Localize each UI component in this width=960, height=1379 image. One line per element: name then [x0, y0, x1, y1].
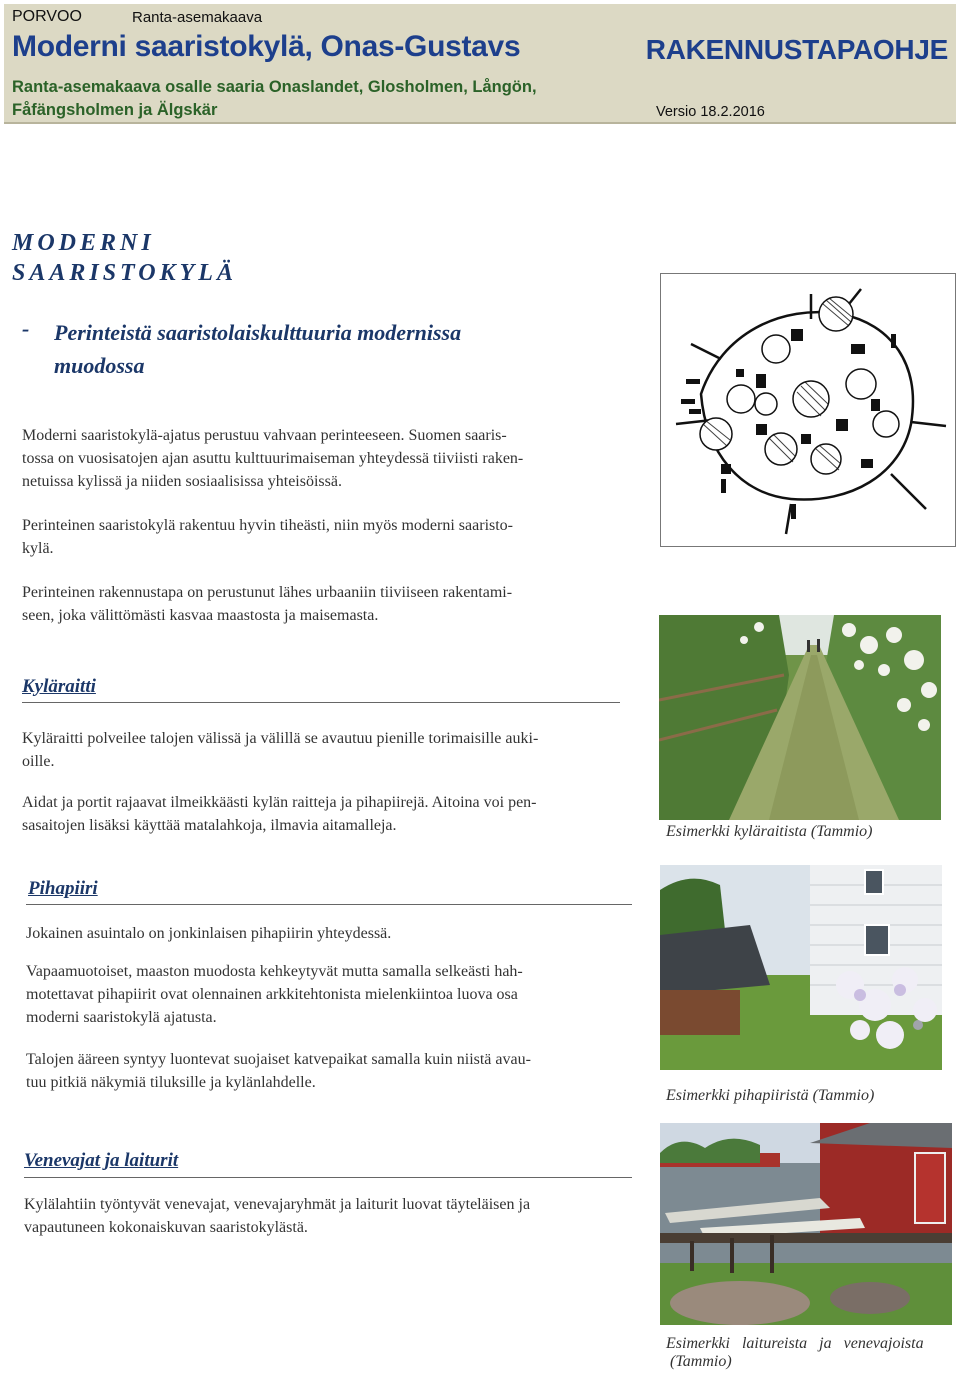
photo-yard: [660, 865, 942, 1070]
main-title-line1: MODERNI: [12, 230, 155, 256]
village-sketch: [660, 273, 956, 547]
pihapiiri-paragraph-2: Vapaamuotoiset, maaston muodosta kehkeytyvät mutta samalla selkeästi hah- motettavat pihapiirit ovat olennainen arkkitehtonista mielenkiintoa luova osa moderni saaristokylä ajatusta.: [26, 963, 523, 1026]
main-title-line2: SAARISTOKYLÄ: [12, 260, 237, 286]
header-place: PORVOO: [12, 8, 82, 25]
photo-boat-houses: [660, 1123, 952, 1325]
header-version: Versio 18.2.2016: [656, 104, 765, 120]
section-divider: [24, 1177, 632, 1178]
section-heading-pihapiiri: Pihapiiri: [28, 878, 98, 899]
section-divider: [26, 904, 632, 905]
caption-pihapiiri: Esimerkki pihapiiristä (Tammio): [666, 1087, 875, 1104]
section-heading-kylaraitti: Kyläraitti: [22, 676, 96, 697]
village-sketch-drawing: [661, 274, 955, 546]
tagline: Perinteistä saaristolaiskulttuuria modernissa muodossa: [54, 320, 462, 378]
venevajat-paragraph-1: Kylälahtiin työntyvät venevajat, venevajaryhmät ja laiturit luovat täyteläisen ja vapautuneen kokonaiskuvan saaristokylästä.: [24, 1196, 531, 1236]
header-title: Moderni saaristokylä, Onas-Gustavs: [12, 30, 521, 63]
intro-paragraph-3: Perinteinen rakennustapa on perustunut lähes urbaaniin tiiviiseen rakentami- seen, joka välittömästi kasvaa maastosta ja maisemasta.: [22, 584, 513, 624]
section-divider: [22, 702, 620, 703]
intro-paragraph-1: Moderni saaristokylä-ajatus perustuu vahvaan perinteeseen. Suomen saaris- tossa on vuosisatojen ajan asuttu kulttuurimaiseman yhteydessä tiiviisti raken- netuissa kylissä ja niiden sosiaalisissa yhteisöissä.: [22, 427, 524, 490]
section-heading-venevajat: Venevajat ja laiturit: [24, 1150, 179, 1171]
document-header: [4, 4, 956, 124]
tagline-dash: -: [22, 316, 30, 341]
header-doc-type: Ranta-asemakaava: [132, 9, 263, 26]
photo-village-path: [659, 615, 941, 820]
pihapiiri-paragraph-3: Talojen ääreen syntyy luontevat suojaiset katvepaikat samalla kuin niistä avau- tuu pitkiä näkymiä tiluksille ja kylänlahdelle.: [26, 1051, 531, 1091]
caption-laiturit: Esimerkki laitureista ja venevajoista (Tammio): [666, 1335, 924, 1370]
header-subtitle-line1: Ranta-asemakaava osalle saaria Onaslandet, Glosholmen, Långön,: [12, 78, 537, 96]
kylaraitti-paragraph-1: Kyläraitti polveilee talojen välissä ja välillä se avautuu pienille torimaisille auki- oille.: [22, 730, 539, 770]
caption-kylaraitti: Esimerkki kyläraitista (Tammio): [666, 823, 873, 840]
header-doc-name: RAKENNUSTAPAOHJE: [645, 34, 948, 65]
intro-paragraph-2: Perinteinen saaristokylä rakentuu hyvin tiheästi, niin myös moderni saaristo- kylä.: [22, 517, 514, 557]
header-subtitle-line2: Fåfängsholmen ja Älgskär: [12, 101, 218, 119]
pihapiiri-paragraph-1: Jokainen asuintalo on jonkinlaisen pihapiirin yhteydessä.: [26, 925, 392, 942]
kylaraitti-paragraph-2: Aidat ja portit rajaavat ilmeikkäästi kylän raitteja ja pihapiirejä. Aitoina voi pen- sasaitojen lisäksi käyttää matalahkoja, ilmavia aitamalleja.: [22, 794, 537, 834]
